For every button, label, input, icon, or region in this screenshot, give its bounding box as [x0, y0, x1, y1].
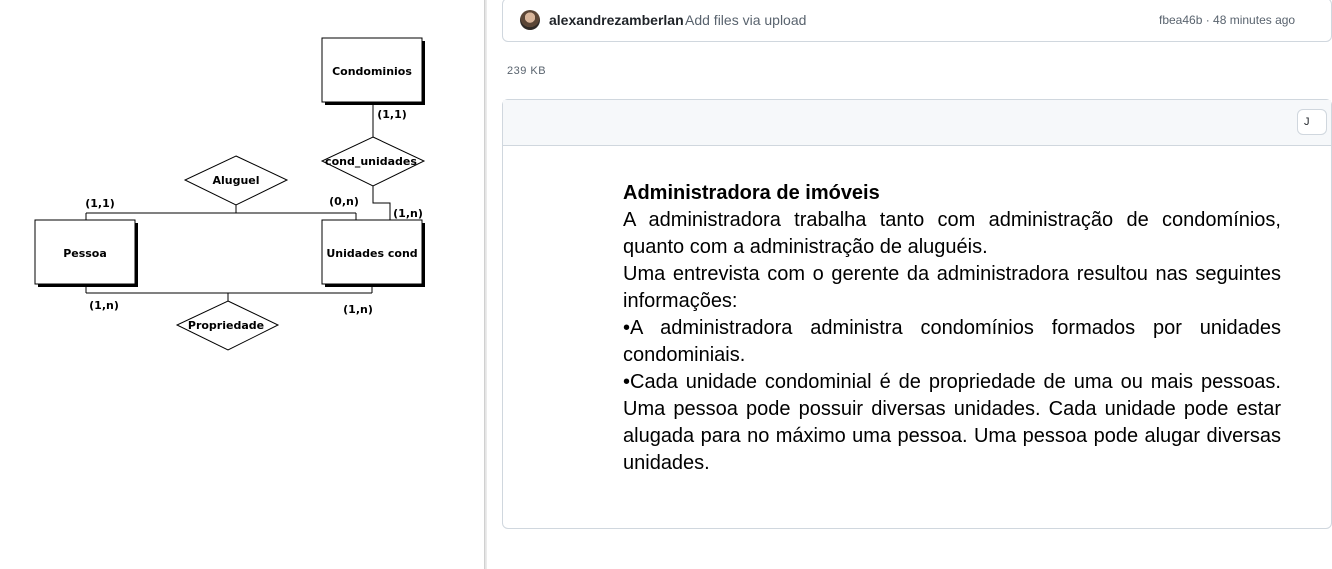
commit-message-link[interactable]: Add files via upload: [685, 12, 807, 28]
cardinality-cond-top: (1,1): [377, 108, 407, 121]
entity-condominios: [322, 38, 425, 105]
relationship-propriedade-label: Propriedade: [187, 319, 265, 332]
er-diagram: [0, 0, 486, 569]
file-size: 239 KB: [507, 65, 547, 77]
relationship-aluguel: [185, 156, 287, 205]
document-title: Administradora de imóveis: [623, 182, 880, 204]
er-diagram-pane: [0, 0, 486, 569]
document-paragraph: A administradora trabalha tanto com administração de condomínios, quanto com a administração de aluguéis.: [623, 209, 1281, 258]
relationship-propriedade: [177, 301, 278, 350]
document-paragraph: •A administradora administra condomínios formados por unidades condominiais.: [623, 317, 1281, 366]
file-header: [503, 100, 1331, 146]
latest-commit-bar: [502, 0, 1332, 42]
relationship-cond-unidades-label: cond_unidades: [325, 155, 417, 168]
document-image-content: [623, 180, 1281, 477]
cardinality-cond-bottom: (1,n): [393, 207, 423, 220]
document-paragraph: Uma entrevista com o gerente da administradora resultou nas seguintes informações:: [623, 263, 1281, 312]
file-viewer: [502, 99, 1332, 529]
entity-condominios-label: Condominios: [332, 65, 412, 78]
avatar[interactable]: [520, 10, 540, 30]
view-toggle-button[interactable]: J: [1297, 109, 1327, 135]
entity-pessoa-label: Pessoa: [63, 247, 107, 260]
cardinality-prop-right: (1,n): [343, 303, 373, 316]
cardinality-aluguel-left: (1,1): [85, 197, 115, 210]
commit-hash-time[interactable]: fbea46b · 48 minutes ago: [1159, 13, 1296, 27]
cardinality-prop-left: (1,n): [89, 299, 119, 312]
github-file-pane: [487, 0, 1310, 569]
entity-unidades-label: Unidades cond: [326, 247, 418, 260]
relationship-aluguel-label: Aluguel: [212, 174, 260, 187]
entity-unidades-cond: [322, 220, 425, 287]
commit-author-link[interactable]: alexandrezamberlan: [549, 12, 684, 28]
document-paragraph: •Cada unidade condominial é de propriedade de uma ou mais pessoas. Uma pessoa pode possuir diversas unidades. Cada unidade pode estar alugada para no máximo uma pessoa. Uma pessoa pode alugar diversas unidades.: [623, 371, 1281, 474]
entity-pessoa: [35, 220, 138, 287]
cardinality-aluguel-right: (0,n): [329, 195, 359, 208]
relationship-cond-unidades: [322, 137, 424, 186]
